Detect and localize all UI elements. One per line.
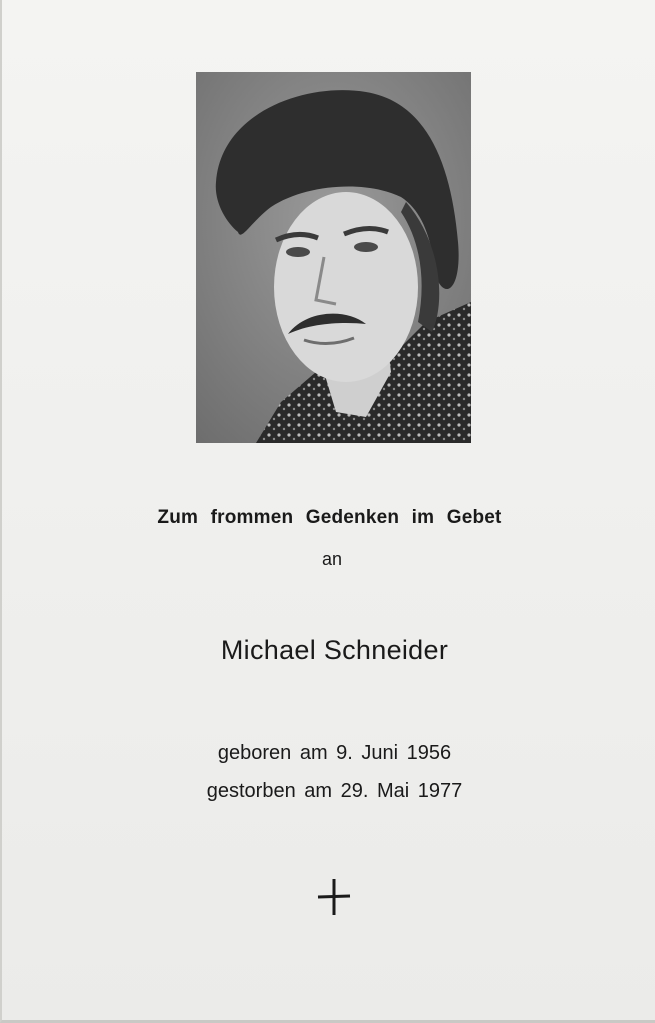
death-date: gestorben am 29. Mai 1977 <box>206 780 463 802</box>
birth-date: geboren am 9. Juni 1956 <box>217 742 452 764</box>
life-dates <box>2 734 655 810</box>
portrait-photo <box>196 72 471 443</box>
memorial-heading: Zum frommen Gedenken im Gebet <box>157 507 502 528</box>
cross-icon <box>316 876 352 916</box>
deceased-name: Michael Schneider <box>220 635 449 665</box>
preposition-text: an <box>321 549 343 569</box>
